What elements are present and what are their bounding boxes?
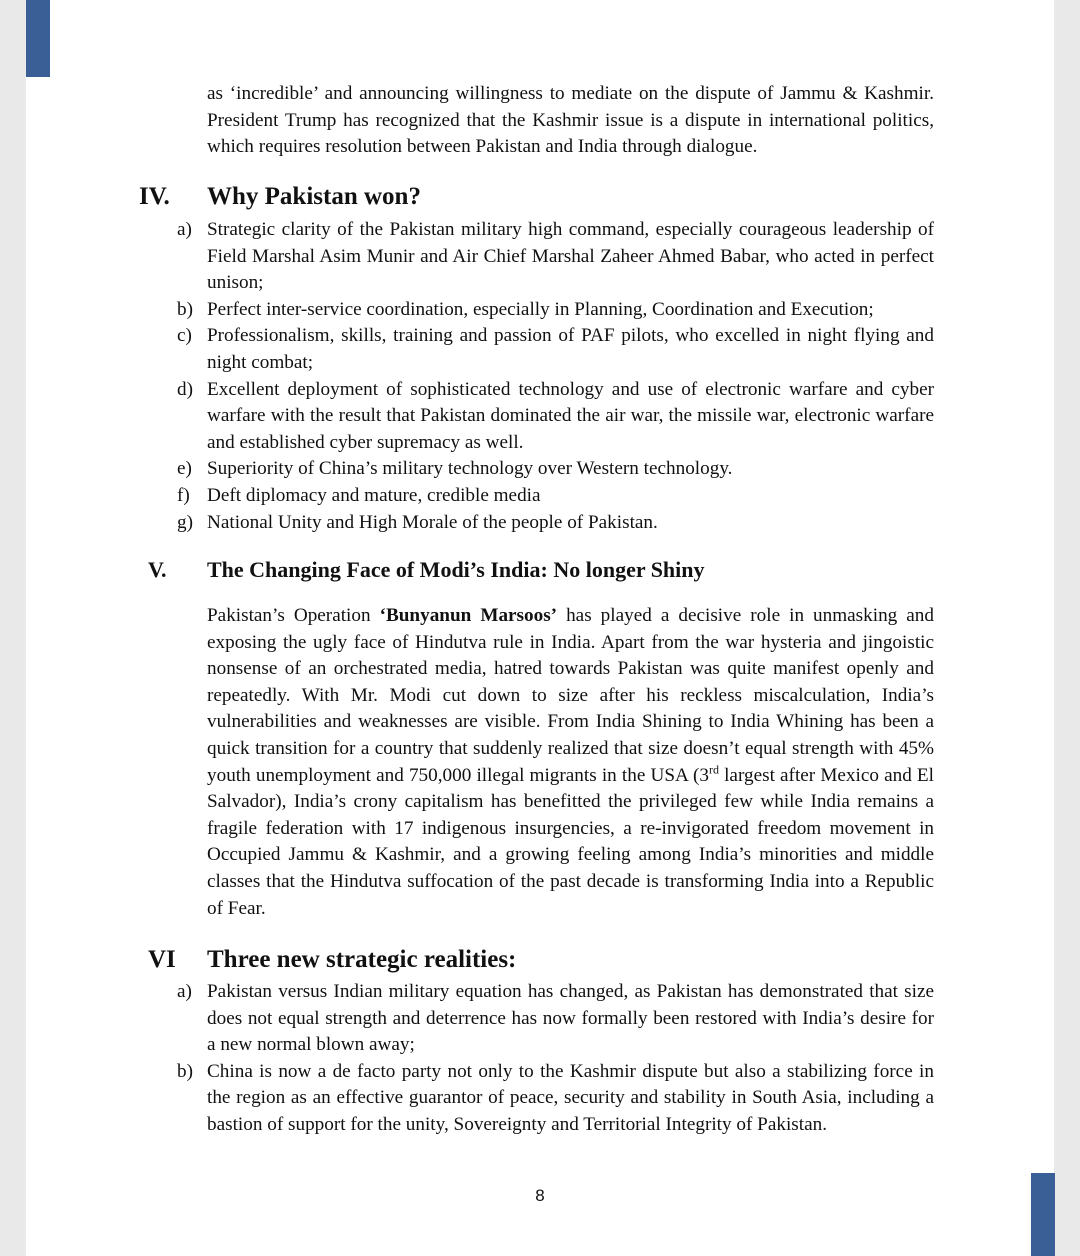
body-text: largest after Mexico and El Salvador), India’s crony capitalism has benefitted the privileged few while India remains a fragile federation with 17 indigenous insurgencies, a re-invigorated freedom movement in Occupied Jammu & Kashmir, and a growing feeling among India’s minorities and middle classes that the Hindutva suffocation of the past decade is transforming India into a Republic of Fear.	[207, 764, 934, 919]
list-item	[177, 297, 934, 324]
accent-bar-top	[26, 0, 50, 77]
section-vi-title: Three new strategic realities:	[207, 946, 517, 973]
list-item	[177, 483, 934, 510]
list-item-text: Deft diplomacy and mature, credible media	[207, 484, 541, 506]
list-marker: c)	[177, 325, 192, 347]
section-iv-title: Why Pakistan won?	[207, 183, 421, 210]
list-item	[177, 217, 934, 297]
body-text: Pakistan’s Operation	[207, 605, 380, 626]
section-v-number: V.	[148, 557, 167, 582]
list-item	[177, 456, 934, 483]
page-number: 8	[535, 1186, 545, 1205]
list-item	[177, 377, 934, 457]
list-item	[177, 979, 934, 1059]
intro-paragraph: as ‘incredible’ and announcing willingness to mediate on the dispute of Jammu & Kashmir. President Trump has recognized that the Kashmir issue is a dispute in international politics, which requires resolution between Pakistan and India through dialogue.	[207, 83, 934, 158]
list-item-text: China is now a de facto party not only to the Kashmir dispute but also a stabilizing force in the region as an effective guarantor of peace, security and stability in South Asia, including a bastion of support for the unity, Sovereignty and Territorial Integrity of Pakistan.	[207, 1060, 934, 1135]
list-item	[177, 510, 934, 537]
list-marker: a)	[177, 981, 192, 1002]
list-marker: d)	[177, 378, 193, 400]
list-item-text: Professionalism, skills, training and passion of PAF pilots, who excelled in night flying and night combat;	[207, 325, 934, 373]
body-text: has played a decisive role in unmasking and exposing the ugly face of Hindutva rule in India. Apart from the war hysteria and jingoistic nonsense of an orchestrated media, hatred towards Pakistan was quite manifest openly and repeatedly. With Mr. Modi cut down to size after his reckless miscalculation, India’s vulnerabilities and weaknesses are visible. From India Shining to India Whining has been a quick transition for a country that suddenly realized that size doesn’t equal strength with 45% youth unemployment and 750,000 illegal migrants in the USA (3	[207, 605, 934, 786]
list-item-text: Strategic clarity of the Pakistan military high command, especially courageous leadership of Field Marshal Asim Munir and Air Chief Marshal Zaheer Ahmed Babar, who acted in perfect unison;	[207, 219, 934, 294]
list-item-text: Perfect inter-service coordination, especially in Planning, Coordination and Execution;	[207, 298, 874, 320]
section-vi-list	[177, 979, 934, 1139]
list-marker: e)	[177, 458, 192, 480]
list-marker: a)	[177, 219, 192, 240]
operation-name: ‘Bunyanun Marsoos’	[379, 605, 558, 626]
section-iv-list	[177, 217, 934, 536]
list-marker: b)	[177, 1060, 193, 1082]
ordinal-superscript: rd	[708, 762, 719, 777]
list-marker: g)	[177, 511, 193, 533]
list-item-text: Pakistan versus Indian military equation has changed, as Pakistan has demonstrated that size does not equal strength and deterrence has now formally been restored with India’s desire for a new normal blown away;	[207, 981, 934, 1056]
list-marker: f)	[177, 484, 190, 506]
list-item	[177, 323, 934, 376]
section-v-body	[207, 603, 934, 922]
list-item-text: Excellent deployment of sophisticated technology and use of electronic warfare and cyber warfare with the result that Pakistan dominated the air war, the missile war, electronic warfare and established cyber supremacy as well.	[207, 378, 934, 453]
list-marker: b)	[177, 298, 193, 320]
list-item-text: National Unity and High Morale of the people of Pakistan.	[207, 511, 658, 533]
section-iv-number: IV.	[139, 183, 170, 210]
list-item-text: Superiority of China’s military technology over Western technology.	[207, 458, 733, 480]
section-vi-number: VI	[148, 946, 176, 973]
section-v-title: The Changing Face of Modi’s India: No longer Shiny	[207, 557, 705, 582]
list-item	[177, 1059, 934, 1139]
